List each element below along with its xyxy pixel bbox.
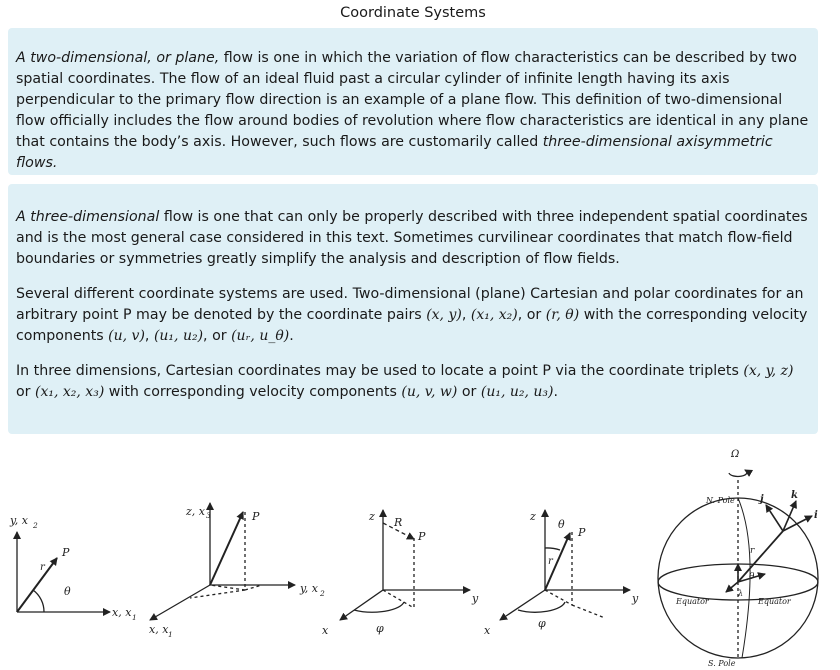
svg-text:λ: λ [738,589,744,598]
svg-text:2: 2 [320,589,325,598]
figure-earth [658,449,818,668]
definition-box-two-dimensional [8,28,818,175]
term-three-dimensional: A three-dimensional [16,209,160,225]
svg-text:x: x [484,624,491,637]
term-axisymmetric: three-dimensional axisymmetric flows. [16,134,773,171]
svg-text:j: j [760,494,764,505]
svg-text:1: 1 [132,613,137,622]
svg-text:Equator: Equator [676,597,709,606]
paragraph-three-dimensional: A three-dimensional flow is one that can only be properly described with three independent spatial coordinates and is the most general case considered in this text. Sometimes curvilinear coordinates that match flow-field boundaries or symmetries greatly simplify the analysis and description of flow fields. [16,209,808,267]
svg-text:P: P [252,510,260,523]
page-title: Coordinate Systems [340,5,486,21]
svg-text:r: r [548,556,553,567]
paragraph-coordinate-systems: Several different coordinate systems are used. Two-dimensional (plane) Cartesian and polar coordinates for an arbitrary point P may be denoted by the coordinate pairs (x, y), (x₁, x₂), or (r, θ) with the corresponding velocity components (u, v), (u₁, u₂), or (uᵣ, u_θ). [16,286,808,344]
figure-3d-cartesian [149,503,325,639]
svg-text:k: k [791,490,798,501]
svg-text:z: z [369,510,375,523]
definition-box-three-dimensional [8,184,818,434]
label-p: P [62,546,70,559]
svg-text:x: x [322,624,329,637]
paragraph-three-dimensions: In three dimensions, Cartesian coordinates may be used to locate a point P via the coordinate triplets (x, y, z) or (x₁, x₂, x₃) with corresponding velocity components (u, v, w) or (u₁, u₂, u₃). [16,363,794,400]
svg-text:y: y [632,592,639,605]
svg-text:x, x: x, x [149,623,169,636]
label-y: y, x [10,514,28,527]
svg-text:r: r [750,546,755,556]
coordinate-figures [0,440,840,670]
svg-text:Ω: Ω [731,449,740,460]
svg-text:θ: θ [558,518,565,531]
svg-text:θ: θ [749,572,755,582]
svg-text:R: R [394,516,403,529]
svg-text:P: P [578,526,586,539]
figure-cylindrical [322,510,479,637]
label-x: x, x [112,606,132,619]
svg-text:φ: φ [538,617,546,630]
figure-2d-polar [9,514,137,622]
svg-text:φ: φ [376,622,384,635]
svg-text:P: P [418,530,426,543]
svg-text:z, x: z, x [186,505,205,518]
term-two-dimensional: A two-dimensional, or plane, [16,50,220,66]
svg-text:r: r [40,562,45,573]
svg-text:N. Pole: N. Pole [706,496,735,505]
svg-text:y: y [472,592,479,605]
svg-text:z: z [530,510,536,523]
svg-text:2: 2 [33,521,38,530]
svg-text:1: 1 [168,630,173,639]
svg-text:i: i [814,510,818,521]
paragraph-two-dimensional: A two-dimensional, or plane, flow is one in which the variation of flow characteristics can be described by two spatial coordinates. The flow of an ideal fluid past a circular cylinder of infinite length having its axis perpendicular to the primary flow direction is an example of a plane flow. This definition of two-dimensional flow officially includes the flow around bodies of revolution where flow characteristics are identical in any plane that contains the body’s axis. However, such flows are customarily called three-dimensional axisymmetric flows. [16,50,809,171]
svg-text:θ: θ [64,585,71,598]
svg-text:3: 3 [206,511,211,520]
svg-text:Equator: Equator [758,597,791,606]
svg-text:S. Pole: S. Pole [708,659,736,668]
svg-text:y, x: y, x [300,582,318,595]
figure-spherical [484,510,639,637]
